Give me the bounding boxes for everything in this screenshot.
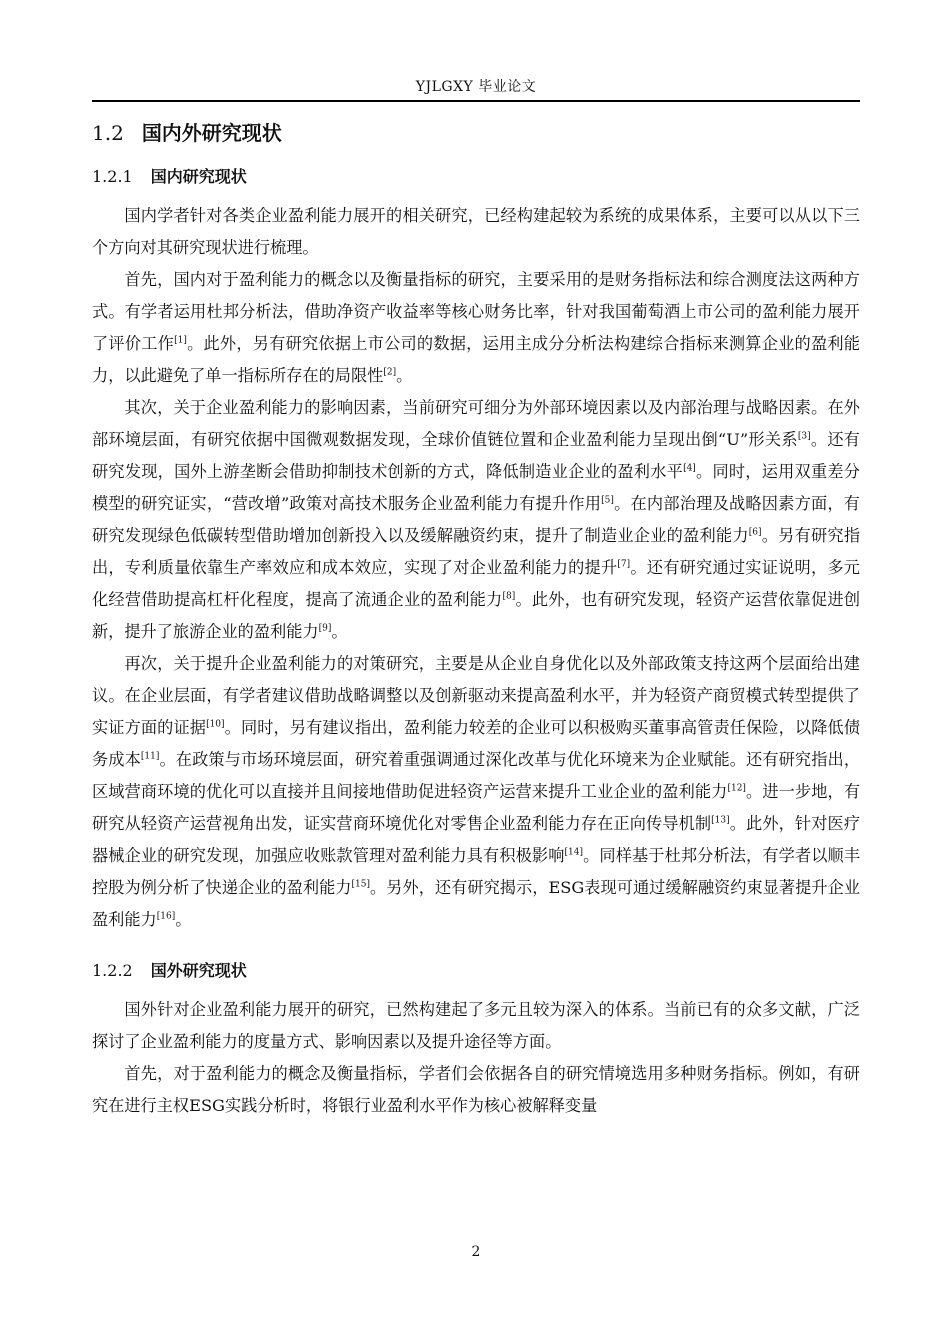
paragraph-text: 。在内部治理及战略因素方面，有研究发现绿色低碳转型借助增加创新投入以及缓解融资约束，提升了制造业企业的盈利能力 (92, 494, 860, 545)
citation-marker: [2] (383, 367, 397, 378)
subsection-title: 国外研究现状 (150, 961, 247, 980)
citation-marker: [5] (601, 495, 614, 506)
paragraph-text: 。还有研究通过实证说明，多元化经营借助提高杠杆化程度，提高了流通企业的盈利能力 (92, 558, 860, 609)
citation-marker: [11] (140, 751, 160, 762)
citation-marker: [13] (711, 815, 730, 826)
paragraph-text: 。此外，针对医疗器械企业的研究发现，加强应收账款管理对盈利能力具有积极影响 (92, 814, 861, 865)
paragraph-text: 。还有研究发现，国外上游垄断会借助抑制技术创新的方式，降低制造业企业的盈利水平 (92, 430, 860, 481)
paragraph-text: 。同时，运用双重差分模型的研究证实，“营改增”政策对高技术服务企业盈利能力有提升作用 (92, 462, 860, 513)
page-content (92, 110, 860, 1122)
running-header: YJLGXY 毕业论文 (415, 79, 537, 95)
paragraph-3 (92, 392, 860, 648)
paragraph-text: 。另外，还有研究揭示，ESG表现可通过缓解融资约束显著提升企业盈利能力 (92, 878, 861, 929)
paragraph-text: 。同时，另有建议指出，盈利能力较差的企业可以积极购买董事高管责任保险，以降低债务成本 (92, 718, 861, 769)
citation-marker: [7] (617, 559, 631, 570)
paragraph-text: 。另有研究指出，专利质量依靠生产率效应和成本效应，实现了对企业盈利能力的提升 (92, 526, 861, 577)
citation-marker: [12] (727, 783, 746, 794)
citation-marker: [6] (748, 527, 762, 538)
citation-marker: [14] (564, 847, 584, 858)
paragraph-text: 。此外，也有研究发现，轻资产运营依靠促进创新，提升了旅游企业的盈利能力 (92, 590, 861, 641)
subsection-number: 1.2.1 (92, 167, 133, 186)
paragraph-5: 国外针对企业盈利能力展开的研究，已然构建起了多元且较为深入的体系。当前已有的众多文献，广泛探讨了企业盈利能力的度量方式、影响因素以及提升途径等方面。 (92, 1000, 860, 1051)
citation-marker: [8] (502, 591, 516, 602)
paragraph-2 (92, 264, 860, 392)
paragraph-text: 再次，关于提升企业盈利能力的对策研究，主要是从企业自身优化以及外部政策支持这两个层面给出建议。在企业层面，有学者建议借助战略调整以及创新驱动来提高盈利水平，并为轻资产商贸模式转型提供了实证方面的证据 (92, 654, 860, 737)
paragraph-text: 。在政策与市场环境层面，研究着重强调通过深化改革与优化环境来为企业赋能。还有研究指出，区域营商环境的优化可以直接并且间接地借助促进轻资产运营来提升工业企业的盈利能力 (92, 750, 861, 801)
citation-marker: [15] (351, 879, 370, 890)
citation-marker: [1] (174, 335, 187, 346)
paragraph-text: 首先，国内对于盈利能力的概念以及衡量指标的研究，主要采用的是财务指标法和综合测度法这两种方式。有学者运用杜邦分析法，借助净资产收益率等核心财务比率，针对我国葡萄酒上市公司的盈利能力展开了评价工作 (92, 270, 860, 353)
paragraph-text: 。进一步地，有研究从轻资产运营视角出发，证实营商环境优化对零售企业盈利能力存在正向传导机制 (92, 782, 861, 833)
citation-marker: [10] (206, 719, 225, 730)
page-number: 2 (471, 1244, 481, 1260)
citation-marker: [9] (318, 623, 332, 634)
header-rule (92, 100, 860, 102)
paragraph-6: 首先，对于盈利能力的概念及衡量指标，学者们会依据各自的研究情境选用多种财务指标。例如，有研究在进行主权ESG实践分析时，将银行业盈利水平作为核心被解释变量 (92, 1064, 860, 1115)
paragraph-text: 。 (175, 910, 192, 929)
citation-marker: [4] (683, 463, 696, 474)
section-number: 1.2 (92, 121, 124, 145)
paragraph-text: 其次，关于企业盈利能力的影响因素，当前研究可细分为外部环境因素以及内部治理与战略因素。在外部环境层面，有研究依据中国微观数据发现，全球价值链位置和企业盈利能力呈现出倒“U”形关系 (92, 398, 860, 449)
subsection-title: 国内研究现状 (150, 167, 247, 186)
paragraph-text: 。 (396, 366, 413, 385)
section-heading (92, 120, 860, 146)
paragraph-4 (92, 648, 860, 936)
paragraph-1: 国内学者针对各类企业盈利能力展开的相关研究，已经构建起较为系统的成果体系，主要可以从以下三个方向对其研究现状进行梳理。 (92, 206, 860, 257)
section-title: 国内外研究现状 (141, 121, 282, 145)
paragraph-text: 。 (331, 622, 348, 641)
subsection-number: 1.2.2 (92, 961, 133, 980)
citation-marker: [3] (797, 431, 811, 442)
subsection-heading-foreign (92, 960, 860, 982)
paragraph-text: 。此外，另有研究依据上市公司的数据，运用主成分分析法构建综合指标来测算企业的盈利能力，以此避免了单一指标所存在的局限性 (92, 334, 860, 385)
paragraph-text: 。同样基于杜邦分析法，有学者以顺丰控股为例分析了快递企业的盈利能力 (92, 846, 861, 897)
citation-marker: [16] (156, 911, 176, 922)
subsection-heading-domestic (92, 166, 860, 188)
